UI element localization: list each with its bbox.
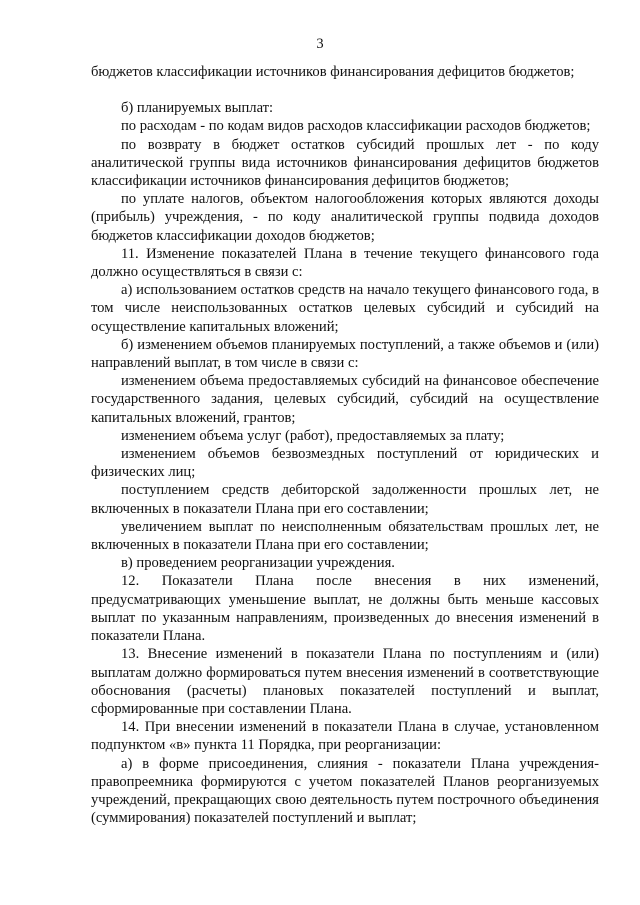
paragraph-receivables: поступлением средств дебиторской задолженности прошлых лет, не включенных в показатели Плана при его составлении;	[91, 482, 599, 517]
paragraph-paid-services: изменением объема услуг (работ), предоставляемых за плату;	[121, 427, 505, 444]
paragraph-item-11-b: б) изменением объемов планируемых поступлений, а также объемов и (или) направлений выплат, в том числе в связи с:	[91, 336, 599, 372]
paragraph-item-12: 12. Показатели Плана после внесения в них изменений, предусматривающих уменьшение выплат, не должны быть меньше кассовых выплат по указанным направлениям, произведенных до внесения изменений в показатели Плана.	[91, 573, 599, 645]
paragraph-expenses: по расходам - по кодам видов расходов классификации расходов бюджетов;	[121, 118, 591, 135]
paragraph-item-14-a: а) в форме присоединения, слияния - показатели Плана учреждения-правопреемника формируются с учетом показателей Планов реорганизуемых учреждений, прекращающих свою деятельность путем построчного объединения (суммирования) показателей поступлений и выплат;	[91, 755, 599, 827]
paragraph-continuation: бюджетов классификации источников финансирования дефицитов бюджетов;	[91, 64, 575, 80]
document-body	[91, 63, 599, 827]
paragraph-item-11-a: а) использованием остатков средств на начало текущего финансового года, в том числе неиспользованных остатков целевых субсидий и субсидий на осуществление капитальных вложений;	[91, 282, 599, 335]
page-number: 3	[316, 36, 324, 52]
paragraph-gratuitous-receipts: изменением объемов безвозмездных поступлений от юридических и физических лиц;	[91, 446, 599, 481]
paragraph-taxes: по уплате налогов, объектом налогообложения которых являются доходы (прибыль) учреждения, - по коду аналитической группы подвида доходов бюджетов классификации доходов бюджетов;	[91, 191, 599, 244]
paragraph-unfulfilled-obligations: увеличением выплат по неисполненным обязательствам прошлых лет, не включенных в показатели Плана при его составлении;	[91, 518, 599, 554]
paragraph-subsidy-change: изменением объема предоставляемых субсидий на финансовое обеспечение государственного задания, целевых субсидий, субсидий на осуществление капитальных вложений, грантов;	[91, 373, 599, 426]
paragraph-gap	[91, 81, 599, 99]
paragraph-item-14: 14. При внесении изменений в показатели Плана в случае, установленном подпунктом «в» пункта 11 Порядка, при реорганизации:	[91, 719, 599, 754]
paragraph-planned-payments: б) планируемых выплат:	[121, 100, 274, 117]
paragraph-item-13: 13. Внесение изменений в показатели Плана по поступлениям и (или) выплатам должно формироваться путем внесения изменений в соответствующие обоснования (расчеты) плановых показателей поступлений и выплат, сформированные при составлении Плана.	[91, 646, 599, 717]
paragraph-item-11: 11. Изменение показателей Плана в течение текущего финансового года должно осуществляться в связи с:	[91, 245, 599, 281]
paragraph-item-11-c: в) проведением реорганизации учреждения.	[121, 555, 395, 572]
paragraph-subsidy-return: по возврату в бюджет остатков субсидий прошлых лет - по коду аналитической группы вида источников финансирования дефицитов бюджетов классификации источников финансирования дефицитов бюджетов;	[91, 136, 599, 190]
